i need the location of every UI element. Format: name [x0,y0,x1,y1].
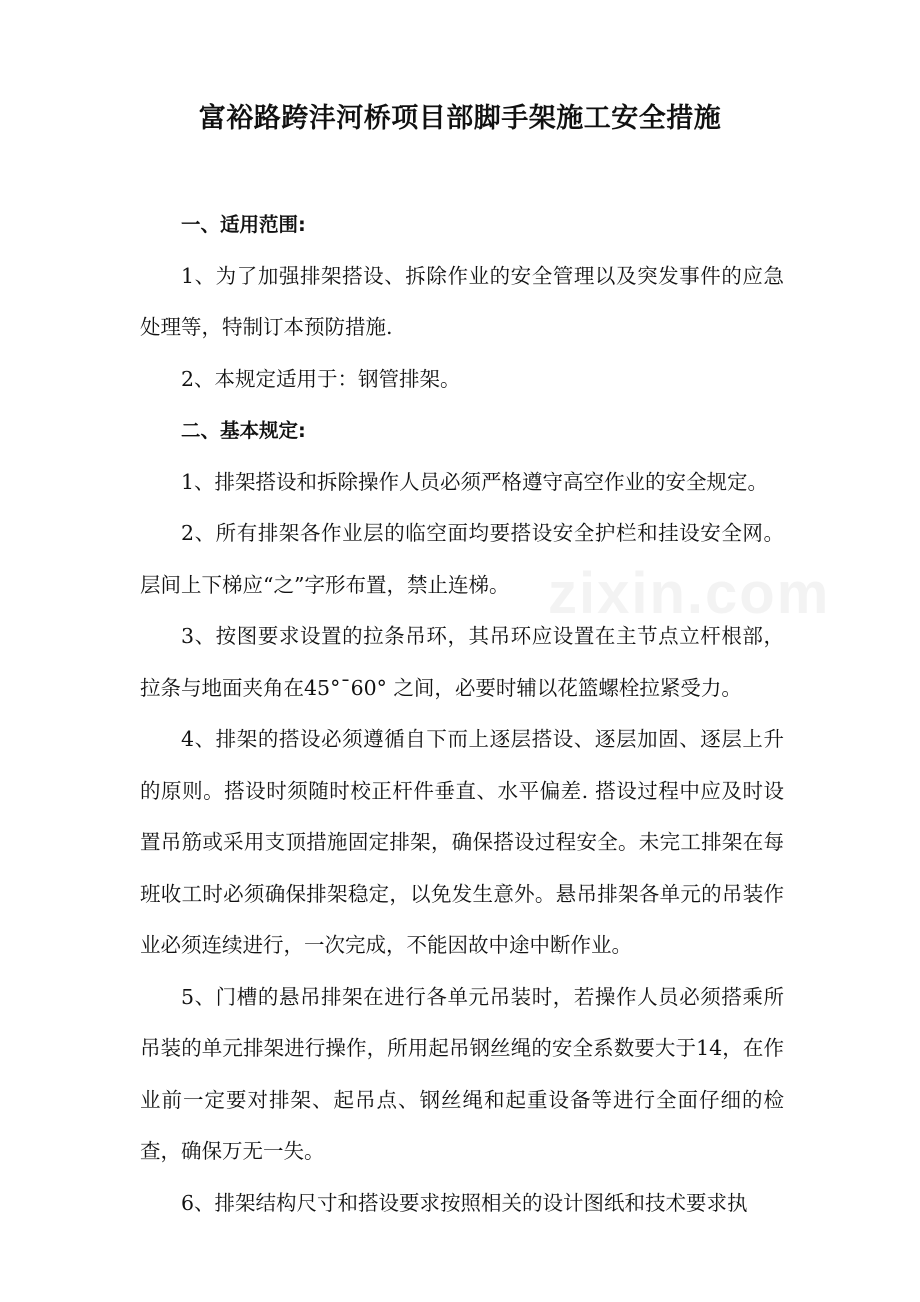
paragraph-rule-6: 6、排架结构尺寸和搭设要求按照相关的设计图纸和技术要求执 [181,1190,748,1215]
paragraph-scope-1: 1、为了加强排架搭设、拆除作业的安全管理以及突发事件的应急处理等，特制订本预防措施. [140,263,784,339]
paragraph-rule-5: 5、门槽的悬吊排架在进行各单元吊装时，若操作人员必须搭乘所吊装的单元排架进行操作，所用起吊钢丝绳的安全系数要大于14，在作业前一定要对排架、起吊点、钢丝绳和起重设备等进行全面仔细的检查，确保万无一失。 [140,984,784,1163]
paragraph-rule-2: 2、所有排架各作业层的临空面均要搭设安全护栏和挂设安全网。层间上下梯应“之”字形布置，禁止连梯。 [140,521,784,597]
section-heading-scope: 一、适用范围: [181,213,306,236]
paragraph-rule-4: 4、排架的搭设必须遵循自下而上逐层搭设、逐层加固、逐层上升的原则。搭设时须随时校正杆件垂直、水平偏差. 搭设过程中应及时设置吊筋或采用支顶措施固定排架，确保搭设过程安全。未完工排架在每班收工时必须确保排架稳定，以免发生意外。悬吊排架各单元的吊装作业必须连续进行，一次完成，不能因故中途中断作业。 [140,727,784,957]
section-heading-basic-rules: 二、基本规定: [181,419,306,442]
document-body [140,199,784,1229]
paragraph-scope-2: 2、本规定适用于：钢管排架。 [181,366,461,391]
paragraph-rule-1: 1、排架搭设和拆除操作人员必须严格遵守高空作业的安全规定。 [181,469,769,494]
watermark: zixin.com [548,561,831,626]
paragraph-rule-3: 3、按图要求设置的拉条吊环，其吊环应设置在主节点立杆根部，拉条与地面夹角在45°¯60° 之间，必要时辅以花篮螺栓拉紧受力。 [140,624,784,700]
document-title: 富裕路跨沣河桥项目部脚手架施工安全措施 [198,103,722,134]
